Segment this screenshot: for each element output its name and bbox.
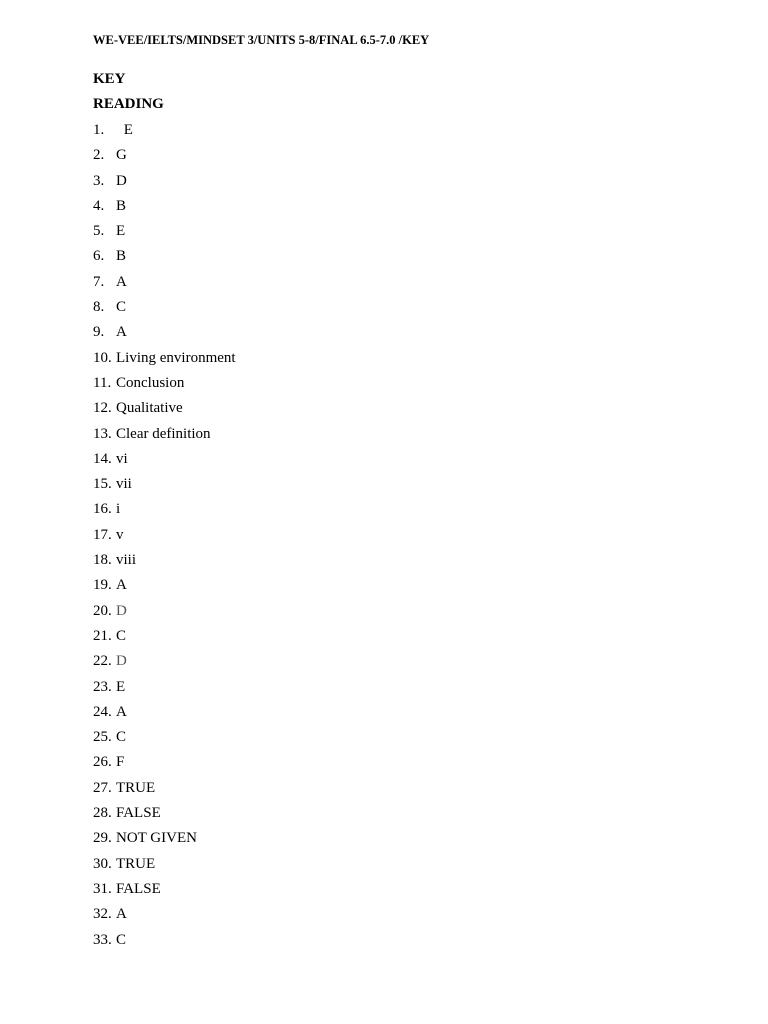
answer-item-33 [93, 928, 236, 953]
answer-number: 17. [93, 526, 112, 543]
answer-item-10 [93, 346, 236, 371]
answer-item-20 [93, 599, 236, 624]
answer-text: F [116, 754, 125, 771]
answer-text: Clear definition [116, 425, 211, 442]
answer-text: Conclusion [116, 374, 185, 391]
answer-text: C [116, 729, 127, 746]
answer-number: 24. [93, 703, 112, 720]
key-heading: KEY [93, 71, 126, 87]
answer-item-14 [93, 447, 236, 472]
answer-text: E [116, 223, 126, 240]
answer-item-2 [93, 143, 236, 168]
answer-number: 18. [93, 552, 112, 569]
answer-text: A [116, 324, 127, 341]
answer-item-28 [93, 801, 236, 826]
answer-text: A [116, 577, 127, 594]
answer-number: 25. [93, 729, 112, 746]
answer-number: 14. [93, 450, 112, 467]
answer-text: FALSE [116, 880, 161, 897]
answer-text: TRUE [116, 779, 156, 796]
answer-text: E [120, 122, 133, 138]
answer-number: 16. [93, 501, 112, 518]
answer-item-25 [93, 725, 236, 750]
answer-number: 5. [93, 223, 105, 240]
answer-text: C [116, 299, 127, 316]
answer-number: 10. [93, 349, 112, 366]
answer-number: 28. [93, 805, 112, 822]
answer-number: 22. [93, 653, 112, 670]
answer-number: 7. [93, 273, 105, 290]
answer-number: 12. [93, 400, 112, 417]
answer-item-13 [93, 422, 236, 447]
answer-item-12 [93, 396, 236, 421]
answer-item-32 [93, 902, 236, 927]
answer-number: 6. [93, 248, 105, 265]
answer-number: 9. [93, 324, 105, 341]
reading-section-heading: READING [93, 96, 164, 112]
answer-item-21 [93, 624, 236, 649]
answer-text: vii [116, 476, 132, 493]
answer-text: G [116, 147, 127, 164]
answer-number: 19. [93, 577, 112, 594]
answer-number: 21. [93, 627, 112, 644]
answer-number: 4. [93, 197, 105, 214]
answer-number: 11. [93, 374, 112, 391]
answer-text: FALSE [116, 805, 161, 822]
answer-number: 31. [93, 880, 112, 897]
answer-number: 27. [93, 779, 112, 796]
answer-text: E [116, 678, 126, 695]
answer-text: i [116, 501, 121, 518]
answer-number: 33. [93, 931, 112, 948]
answer-item-24 [93, 700, 236, 725]
answer-text: NOT GIVEN [116, 830, 197, 847]
answer-text: D [116, 602, 127, 619]
answer-text: C [116, 627, 127, 644]
answer-text: Living environment [116, 349, 236, 366]
answer-text: viii [116, 552, 137, 569]
answer-number: 20. [93, 602, 112, 619]
answer-item-30 [93, 852, 236, 877]
answer-item-29 [93, 826, 236, 851]
answer-item-7 [93, 270, 236, 295]
answer-number: 15. [93, 476, 112, 493]
answer-text: vi [116, 450, 128, 467]
answer-item-17 [93, 523, 236, 548]
answer-number: 8. [93, 299, 105, 316]
answer-item-18 [93, 548, 236, 573]
answer-text: v [116, 526, 124, 543]
answer-item-1 [93, 118, 236, 143]
answer-item-6 [93, 244, 236, 269]
answer-text: TRUE [116, 855, 156, 872]
answer-item-22 [93, 649, 236, 674]
answer-item-26 [93, 750, 236, 775]
answer-item-3 [93, 169, 236, 194]
answer-number: 26. [93, 754, 112, 771]
answer-number: 1. [93, 122, 105, 138]
answer-list [93, 118, 236, 953]
answer-text: Qualitative [116, 400, 183, 417]
answer-number: 30. [93, 855, 112, 872]
answer-text: D [116, 653, 127, 670]
answer-item-5 [93, 219, 236, 244]
answer-text: A [116, 906, 127, 923]
answer-text: A [116, 703, 127, 720]
answer-item-16 [93, 497, 236, 522]
answer-number: 32. [93, 906, 112, 923]
answer-number: 23. [93, 678, 112, 695]
answer-text: D [116, 172, 127, 189]
answer-text: C [116, 931, 127, 948]
answer-item-19 [93, 573, 236, 598]
answer-item-4 [93, 194, 236, 219]
answer-item-8 [93, 295, 236, 320]
answer-item-27 [93, 776, 236, 801]
answer-number: 29. [93, 830, 112, 847]
answer-text: A [116, 273, 127, 290]
answer-number: 13. [93, 425, 112, 442]
answer-number: 3. [93, 172, 105, 189]
answer-item-23 [93, 675, 236, 700]
answer-item-9 [93, 320, 236, 345]
answer-item-15 [93, 472, 236, 497]
answer-text: B [116, 197, 127, 214]
answer-number: 2. [93, 147, 105, 164]
answer-item-11 [93, 371, 236, 396]
answer-item-31 [93, 877, 236, 902]
document-header: WE-VEE/IELTS/MINDSET 3/UNITS 5-8/FINAL 6.5-7.0 /KEY [93, 33, 430, 47]
answer-text: B [116, 248, 127, 265]
